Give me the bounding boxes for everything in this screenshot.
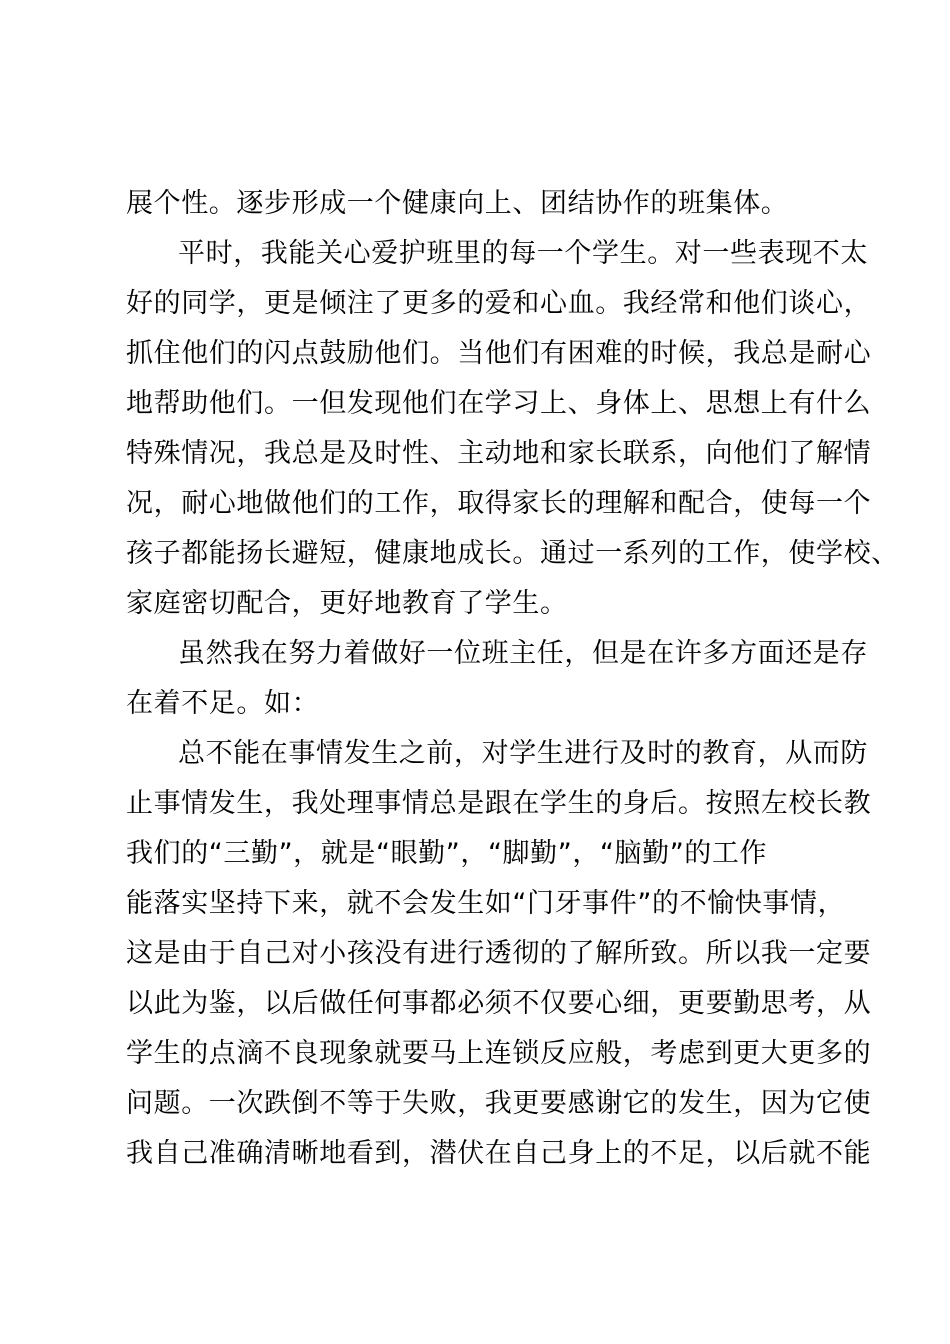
text-line: 我们的“三勤”，就是“眼勤”，“脚勤”，“脑勤”的工作	[126, 838, 768, 869]
text-line: 特殊情况，我总是及时性、主动地和家长联系，向他们了解情	[126, 438, 872, 469]
text-line: 抓住他们的闪点鼓励他们。当他们有困难的时候，我总是耐心	[126, 338, 872, 369]
text-line: 以此为鉴，以后做任何事都必须不仅要心细，更要勤思考，从	[126, 988, 872, 1019]
text-line: 好的同学，更是倾注了更多的爱和心血。我经常和他们谈心，	[126, 288, 872, 319]
text-line: 我自己准确清晰地看到，潜伏在自己身上的不足，以后就不能	[126, 1138, 872, 1169]
text-line: 问题。一次跌倒不等于失败，我更要感谢它的发生，因为它使	[126, 1088, 872, 1119]
text-line: 止事情发生，我处理事情总是跟在学生的身后。按照左校长教	[126, 788, 872, 819]
text-line: 在着不足。如：	[126, 688, 320, 719]
text-line: 学生的点滴不良现象就要马上连锁反应般，考虑到更大更多的	[126, 1038, 872, 1069]
text-line: 能落实坚持下来，就不会发生如“门牙事件”的不愉快事情，	[126, 888, 846, 919]
paragraph-start-line: 平时，我能关心爱护班里的每一个学生。对一些表现不太	[178, 238, 868, 269]
text-line: 况，耐心地做他们的工作，取得家长的理解和配合，使每一个	[126, 488, 872, 519]
text-line: 地帮助他们。一但发现他们在学习上、身体上、思想上有什么	[126, 388, 872, 419]
text-line: 展个性。逐步形成一个健康向上、团结协作的班集体。	[126, 188, 789, 219]
text-line: 孩子都能扬长避短，健康地成长。通过一系列的工作，使学校、	[126, 538, 899, 569]
paragraph-start-line: 虽然我在努力着做好一位班主任，但是在许多方面还是存	[178, 638, 868, 669]
text-line: 家庭密切配合，更好地教育了学生。	[126, 588, 568, 619]
paragraph-start-line: 总不能在事情发生之前，对学生进行及时的教育，从而防	[178, 738, 868, 769]
text-line: 这是由于自己对小孩没有进行透彻的了解所致。所以我一定要	[126, 938, 872, 969]
